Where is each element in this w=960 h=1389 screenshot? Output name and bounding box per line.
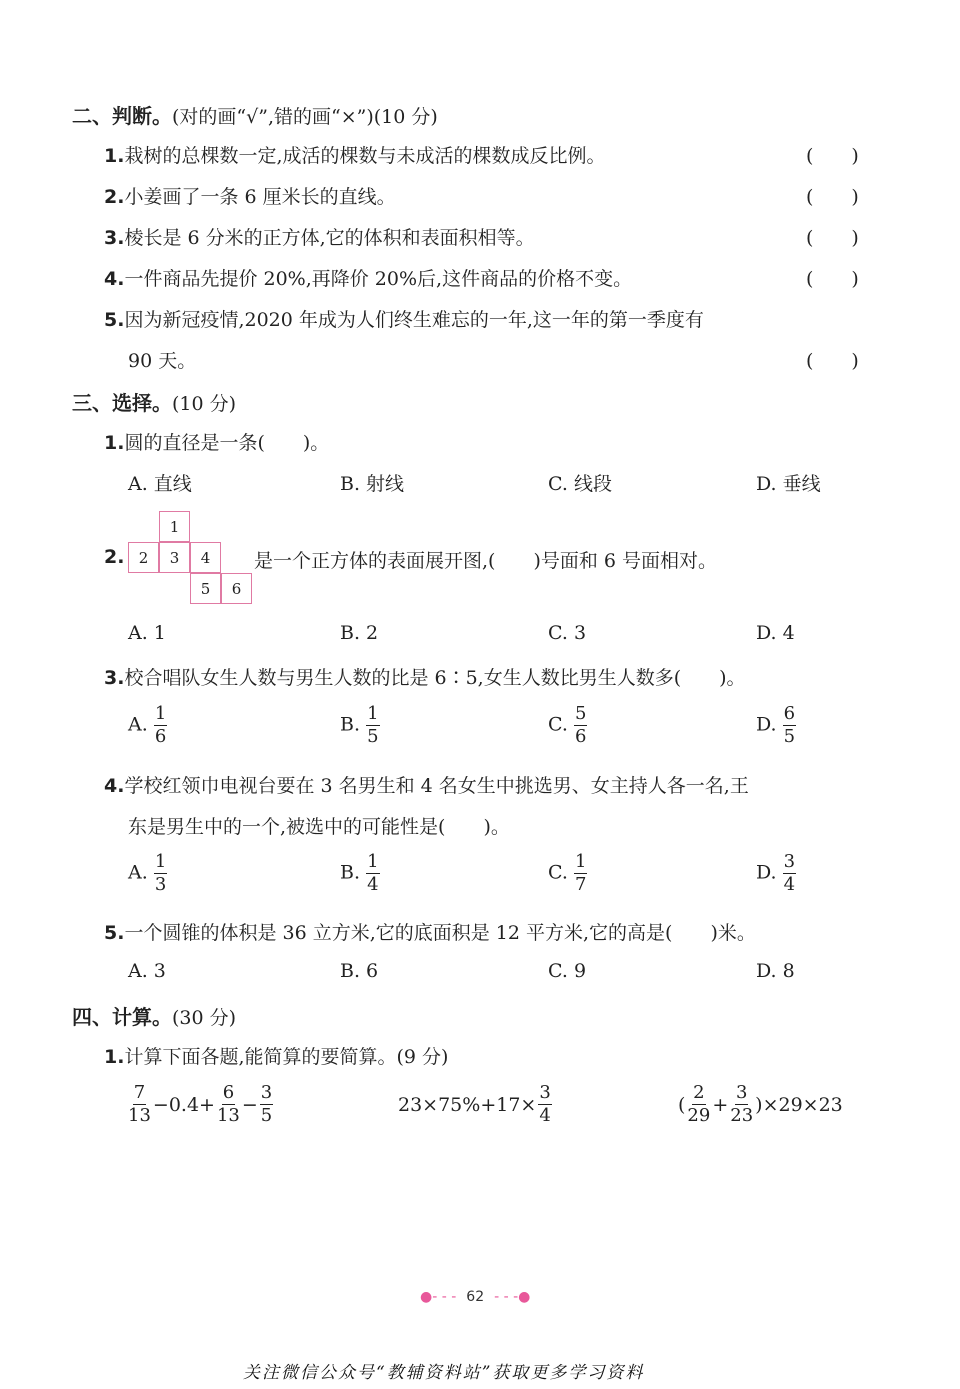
option-d[interactable]: D. 8: [756, 960, 795, 982]
judge-item-4: 4.一件商品先提价 20%,再降价 20%后,这件商品的价格不变。: [104, 268, 633, 290]
option-d[interactable]: D. 4: [756, 622, 795, 644]
option-c[interactable]: C. 9: [548, 960, 587, 982]
fraction: $\frac{1}{6}$: [154, 703, 167, 747]
page-footer: [420, 1289, 530, 1305]
net-face-4: 4: [190, 542, 221, 573]
judge-item-5-cont: 90 天。: [128, 350, 197, 372]
calc-expression-3: ( $\frac{2}{29}$ + $\frac{3}{23}$ )×29×23: [678, 1082, 843, 1126]
section-calc-title: 四、计算。(30 分): [72, 1005, 237, 1029]
net-face-6: 6: [221, 573, 252, 604]
choose-q2-text: 是一个正方体的表面展开图,( )号面和 6 号面相对。: [254, 550, 718, 572]
option-c[interactable]: C. $\frac{1}{7}$: [548, 851, 587, 895]
answer-paren[interactable]: ( ): [806, 268, 859, 290]
choose-q3: 3.校合唱队女生人数与男生人数的比是 6∶5,女生人数比男生人数多( )。: [104, 667, 746, 689]
option-c[interactable]: C. 线段: [548, 473, 612, 495]
option-b[interactable]: B. 2: [340, 622, 379, 644]
judge-item-3: 3.棱长是 6 分米的正方体,它的体积和表面积相等。: [104, 227, 535, 249]
option-d[interactable]: D. 垂线: [756, 473, 821, 495]
choose-q5: 5.一个圆锥的体积是 36 立方米,它的底面积是 12 平方米,它的高是( )米。: [104, 922, 756, 944]
fraction: $\frac{3}{4}$: [783, 851, 796, 895]
answer-paren[interactable]: ( ): [806, 227, 859, 249]
footer-deco-left: ●- - -: [420, 1289, 457, 1305]
net-face-1: 1: [159, 511, 190, 542]
option-a[interactable]: A. 1: [128, 622, 166, 644]
option-a[interactable]: A. 3: [128, 960, 166, 982]
page-number: 62: [466, 1289, 485, 1305]
calc-expression-1: $\frac{7}{13}$ −0.4+ $\frac{6}{13}$ − $\frac{3}{5}$: [128, 1082, 273, 1126]
bottom-note: 关注微信公众号“教辅资料站”获取更多学习资料: [243, 1363, 645, 1383]
judge-instruction: (对的画“√”,错的画“×”)(10 分): [172, 106, 438, 128]
judge-item-1: 1.栽树的总棵数一定,成活的棵数与未成活的棵数成反比例。: [104, 145, 606, 167]
calc-expression-2: 23×75%+17× $\frac{3}{4}$: [398, 1082, 551, 1126]
answer-paren[interactable]: ( ): [806, 186, 859, 208]
calc-q1: 1.计算下面各题,能简算的要简算。(9 分): [104, 1046, 449, 1068]
option-d[interactable]: D. $\frac{3}{4}$: [756, 851, 796, 895]
section-judge-title: 二、判断。(对的画“√”,错的画“×”)(10 分): [72, 104, 438, 128]
option-b[interactable]: B. 6: [340, 960, 379, 982]
choose-q4-cont: 东是男生中的一个,被选中的可能性是( )。: [128, 816, 510, 838]
option-d[interactable]: D. $\frac{6}{5}$: [756, 703, 796, 747]
footer-deco-right: - - -●: [494, 1289, 531, 1305]
option-a[interactable]: A. $\frac{1}{3}$: [128, 851, 167, 895]
option-a[interactable]: A. 直线: [128, 473, 192, 495]
choose-q2-number: 2.: [104, 546, 125, 568]
net-face-2: 2: [128, 542, 159, 573]
option-a[interactable]: A. $\frac{1}{6}$: [128, 703, 167, 747]
fraction: $\frac{1}{7}$: [574, 851, 587, 895]
fraction: $\frac{1}{5}$: [367, 703, 379, 747]
option-b[interactable]: B. 射线: [340, 473, 405, 495]
option-b[interactable]: B. $\frac{1}{4}$: [340, 851, 379, 895]
judge-item-5: 5.因为新冠疫情,2020 年成为人们终生难忘的一年,这一年的第一季度有: [104, 309, 704, 331]
choose-q1: 1.圆的直径是一条( )。: [104, 432, 330, 454]
net-face-3: 3: [159, 542, 190, 573]
fraction: $\frac{1}{4}$: [367, 851, 379, 895]
section-choose-title: 三、选择。(10 分): [72, 391, 237, 415]
answer-paren[interactable]: ( ): [806, 145, 859, 167]
fraction: $\frac{5}{6}$: [574, 703, 587, 747]
answer-paren[interactable]: ( ): [806, 350, 859, 372]
option-c[interactable]: C. $\frac{5}{6}$: [548, 703, 587, 747]
option-b[interactable]: B. $\frac{1}{5}$: [340, 703, 379, 747]
fraction: $\frac{6}{5}$: [783, 703, 796, 747]
option-c[interactable]: C. 3: [548, 622, 587, 644]
choose-q4: 4.学校红领巾电视台要在 3 名男生和 4 名女生中挑选男、女主持人各一名,王: [104, 775, 749, 797]
fraction: $\frac{1}{3}$: [154, 851, 167, 895]
judge-item-2: 2.小姜画了一条 6 厘米长的直线。: [104, 186, 396, 208]
net-face-5: 5: [190, 573, 221, 604]
